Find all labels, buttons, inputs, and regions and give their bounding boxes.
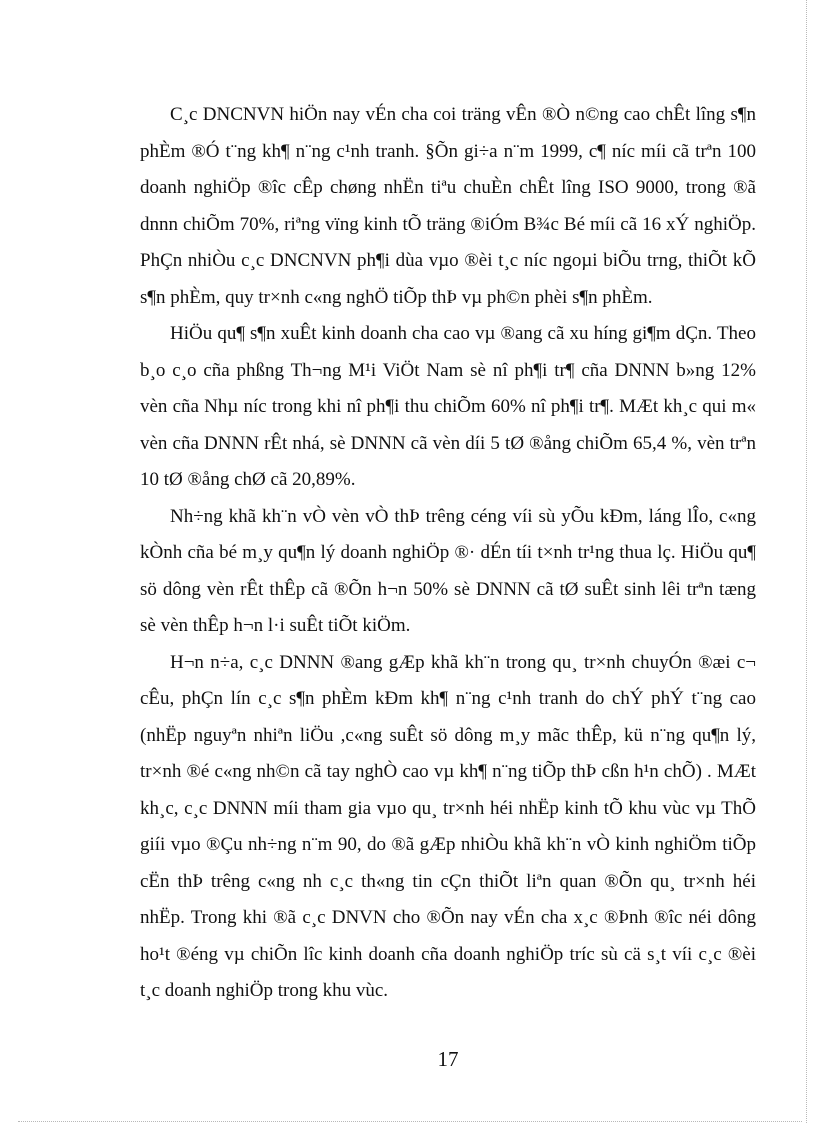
page-number: 17 <box>437 1047 459 1071</box>
paragraph-2: HiÖu qu¶ s¶n xuÊt kinh doanh cha cao vµ ®ang cã xu híng gi¶m dÇn. Theo b¸o c¸o cña phßng Th¬ng M¹i ViÖt Nam sè nî ph¶i tr¶ cña DNNN b»ng 12% vèn cña Nhµ níc trong khi nî ph¶i thu chiÕm 60% nî ph¶i tr¶. MÆt kh¸c qui m« vèn cña DNNN rÊt nhá, sè DNNN cã vèn díi 5 tØ ®ång chiÕm 65,4 %, vèn trªn 10 tØ ®ång chØ cã 20,89%. <box>140 323 756 490</box>
page-border-bottom <box>18 1121 802 1122</box>
paragraph-4: H¬n n÷a, c¸c DNNN ®ang gÆp khã kh¨n trong qu¸ tr×nh chuyÓn ®æi c¬ cÊu, phÇn lín c¸c s¶n phÈm kÐm kh¶ n¨ng c¹nh tranh do chÝ phÝ t¨ng cao (nhËp nguyªn nhiªn liÖu ,c«ng suÊt sö dông m¸y mãc thÊp, kü n¨ng qu¶n lý, tr×nh ®é c«ng nh©n cã tay nghÒ cao vµ kh¶ n¨ng tiÕp thÞ cßn h¹n chÕ) . MÆt kh¸c, c¸c DNNN míi tham gia vµo qu¸ tr×nh héi nhËp kinh tÕ khu vùc vµ ThÕ giíi vµo ®Çu nh÷ng n¨m 90, do ®ã gÆp nhiÒu khã kh¨n vÒ kinh nghiÖm tiÕp cËn thÞ trêng c«ng nh c¸c th«ng tin cÇn thiÕt liªn quan ®Õn qu¸ tr×nh héi nhËp. Trong khi ®ã c¸c DNVN cho ®Õn nay vÉn cha x¸c ®Þnh ®îc néi dông ho¹t ®éng vµ chiÕn lîc kinh doanh cña doanh nghiÖp tríc sù cä s¸t víi c¸c ®èi t¸c doanh nghiÖp trong khu vùc. <box>140 651 756 1001</box>
body-text <box>140 97 756 1010</box>
page-border-right <box>806 0 807 1123</box>
paragraph-1: C¸c DNCNVN hiÖn nay vÉn cha coi träng vÊn ®Ò n©ng cao chÊt lîng s¶n phÈm ®Ó t¨ng kh¶ n¨ng c¹nh tranh. §Õn gi÷a n¨m 1999, c¶ níc míi cã trªn 100 doanh nghiÖp ®îc cÊp chøng nhËn tiªu chuÈn chÊt lîng ISO 9000, trong ®ã dnnn chiÕm 70%, riªng vïng kinh tÕ träng ®iÓm B¾c Bé míi cã 16 xÝ nghiÖp. PhÇn nhiÒu c¸c DNCNVN ph¶i dùa vµo ®èi t¸c níc ngoµi biÕu trng, thiÕt kÕ s¶n phÈm, quy tr×nh c«ng nghÖ tiÕp thÞ vµ ph©n phèi s¶n phÈm. <box>140 104 756 308</box>
paragraph-3: Nh÷ng khã kh¨n vÒ vèn vÒ thÞ trêng céng víi sù yÕu kÐm, láng lÎo, c«ng kÒnh cña bé m¸y qu¶n lý doanh nghiÖp ®· dÉn tíi t×nh tr¹ng thua lç. HiÖu qu¶ sö dông vèn rÊt thÊp cã ®Õn h¬n 50% sè DNNN cã tØ suÊt sinh lêi trªn tæng sè vèn thÊp h¬n l·i suÊt tiÕt kiÖm. <box>140 505 756 636</box>
